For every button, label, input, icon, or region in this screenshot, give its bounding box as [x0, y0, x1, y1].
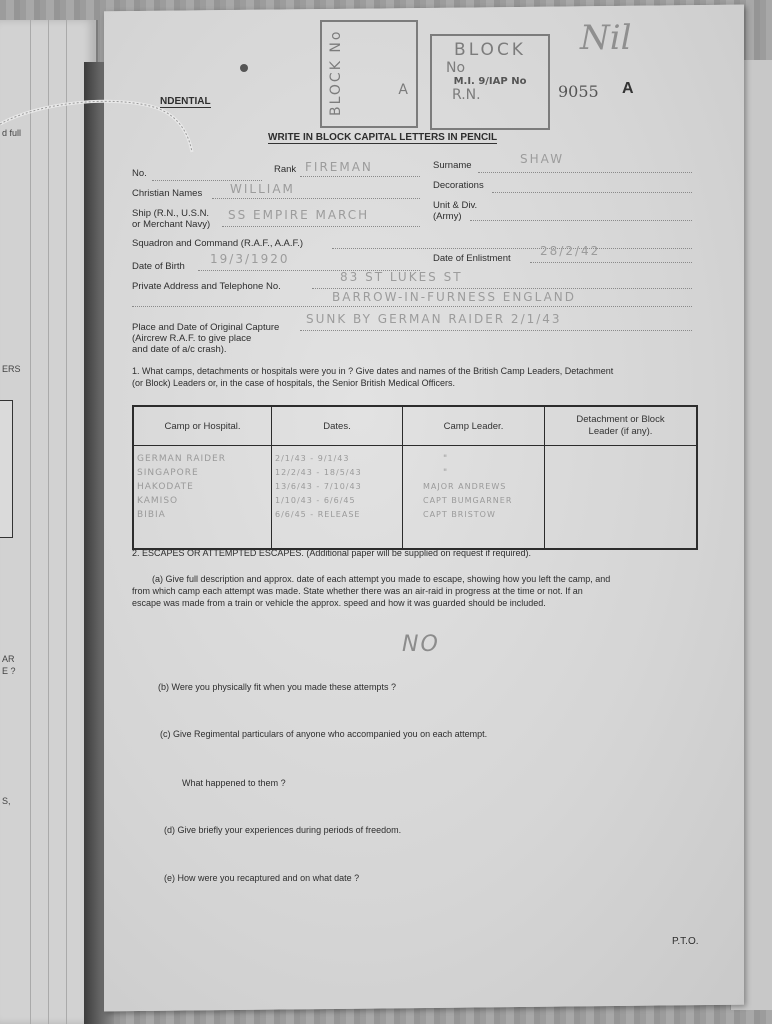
- col-header-camp: Camp or Hospital.: [133, 406, 272, 446]
- address-line2: [132, 306, 692, 307]
- unit-label: Unit & Div.: [433, 200, 478, 211]
- camp-entry: HAKODATE: [137, 482, 194, 492]
- q1-text: 1. What camps, detachments or hospitals were you in ? Give dates and names of the British Camp Leaders, Detachment: [132, 366, 614, 376]
- q2c-sub-text: What happened to them ?: [182, 778, 286, 788]
- ship-value: SS EMPIRE MARCH: [228, 208, 370, 222]
- left-fragment: d full: [2, 128, 22, 138]
- dob-label: Date of Birth: [132, 261, 185, 272]
- leaders-cell: [403, 446, 545, 550]
- date-entry: 12/2/43 - 18/5/43: [275, 468, 362, 477]
- confidential-label: NDENTIAL: [160, 96, 211, 107]
- col-header-dates: Dates.: [272, 406, 403, 446]
- left-fragment: ERS: [2, 364, 21, 374]
- unit-label: (Army): [433, 211, 462, 222]
- christian-names-value: WILLIAM: [230, 182, 295, 196]
- leader-entry: MAJOR ANDREWS: [423, 482, 507, 491]
- stamp-text: M.I. 9/IAP No: [453, 76, 527, 87]
- rank-value: FIREMAN: [305, 160, 373, 174]
- punch-hole: [240, 64, 248, 72]
- camps-table: [132, 405, 698, 550]
- table-row: [133, 446, 697, 550]
- camp-entry: BIBIA: [137, 510, 166, 520]
- leader-entry: ": [443, 468, 449, 478]
- unit-line: [470, 220, 692, 221]
- capture-label: (Aircrew R.A.F. to give place: [132, 333, 252, 344]
- squadron-line: [332, 248, 692, 249]
- table-header-row: [133, 406, 697, 446]
- q2e-text: (e) How were you recaptured and on what date ?: [164, 873, 360, 883]
- rank-line: [300, 176, 420, 177]
- address-value-line1: 83 ST LUKES ST: [340, 270, 463, 284]
- surname-value: SHAW: [520, 152, 565, 166]
- surname-label: Surname: [433, 160, 472, 171]
- col-header-detachment-leader: Detachment or Block Leader (if any).: [545, 406, 698, 446]
- stamp-text: R.N.: [452, 87, 481, 103]
- block-stamp-right: [430, 34, 550, 130]
- q2c-text: (c) Give Regimental particulars of anyone who accompanied you on each attempt.: [160, 729, 488, 739]
- left-fragment: S,: [2, 796, 11, 806]
- q2a-text: from which camp each attempt was made. State whether there was an air-raid in progress at the time or not. If an: [132, 586, 583, 596]
- date-entry: 2/1/43 - 9/1/43: [275, 454, 350, 463]
- rank-label: Rank: [274, 164, 297, 175]
- stamp-text: A: [398, 82, 408, 98]
- q1-text: (or Block) Leaders or, in the case of hospitals, the Senior British Medical Officers.: [132, 378, 455, 388]
- stamp-text: No: [328, 29, 344, 53]
- enlistment-value: 28/2/42: [540, 244, 601, 258]
- address-line: [312, 288, 692, 289]
- left-fragment: AR: [2, 654, 15, 664]
- dates-cell: [272, 446, 403, 550]
- date-entry: 6/6/45 - RELEASE: [275, 510, 361, 519]
- left-page-box: [0, 400, 13, 538]
- camp-entry: SINGAPORE: [137, 468, 199, 478]
- no-label: No.: [132, 168, 147, 179]
- left-fragment: E ?: [2, 666, 16, 676]
- leader-entry: ": [443, 454, 449, 464]
- ship-label: or Merchant Navy): [132, 219, 211, 230]
- stamp-text: BLOCK: [454, 40, 526, 60]
- christian-names-label: Christian Names: [132, 188, 203, 199]
- camp-entry: KAMISO: [137, 496, 179, 506]
- capture-label: Place and Date of Original Capture: [132, 322, 280, 333]
- escape-answer: NO: [402, 632, 440, 657]
- ship-label: Ship (R.N., U.S.N.: [132, 208, 210, 219]
- decorations-label: Decorations: [433, 180, 484, 191]
- stamp-text: No: [446, 60, 466, 76]
- instruction-heading: WRITE IN BLOCK CAPITAL LETTERS IN PENCIL: [268, 132, 498, 143]
- q2a-text: escape was made from a train or vehicle the approx. speed and how it was guarded should be included.: [132, 598, 546, 608]
- col-header-camp-leader: Camp Leader.: [403, 406, 545, 446]
- q2-title: 2. ESCAPES OR ATTEMPTED ESCAPES. (Additional paper will be supplied on request if required).: [132, 548, 532, 558]
- leader-entry: CAPT BRISTOW: [423, 510, 496, 519]
- handwritten-nil: Nil: [580, 18, 632, 58]
- ship-line: [222, 226, 420, 227]
- pto-label: P.T.O.: [672, 936, 699, 947]
- form-suffix: A: [622, 80, 634, 97]
- leader-entry: CAPT BUMGARNER: [423, 496, 513, 505]
- dob-value: 19/3/1920: [210, 252, 290, 266]
- capture-value: SUNK BY GERMAN RAIDER 2/1/43: [306, 312, 562, 326]
- decorations-line: [492, 192, 692, 193]
- form-number: 9055: [558, 82, 599, 101]
- q2d-text: (d) Give briefly your experiences during periods of freedom.: [164, 825, 402, 835]
- enlistment-label: Date of Enlistment: [433, 253, 511, 264]
- address-label: Private Address and Telephone No.: [132, 281, 281, 292]
- capture-label: and date of a/c crash).: [132, 344, 227, 355]
- camps-cell: [133, 446, 272, 550]
- q2b-text: (b) Were you physically fit when you made these attempts ?: [158, 682, 396, 692]
- christian-line: [212, 198, 420, 199]
- date-entry: 1/10/43 - 6/6/45: [275, 496, 356, 505]
- capture-line: [300, 330, 692, 331]
- squadron-label: Squadron and Command (R.A.F., A.A.F.): [132, 238, 304, 249]
- camp-entry: GERMAN RAIDER: [137, 454, 226, 464]
- q2a-text: (a) Give full description and approx. date of each attempt you made to escape, showing how you left the camp, and: [152, 574, 611, 584]
- stamp-text: BLOCK: [328, 59, 344, 116]
- enlistment-line: [530, 262, 692, 263]
- date-entry: 13/6/43 - 7/10/43: [275, 482, 362, 491]
- detachment-cell: [545, 446, 698, 550]
- no-line: [152, 180, 262, 181]
- block-stamp-left: [320, 20, 418, 128]
- surname-line: [478, 172, 692, 173]
- address-value-line2: BARROW-IN-FURNESS ENGLAND: [332, 290, 576, 304]
